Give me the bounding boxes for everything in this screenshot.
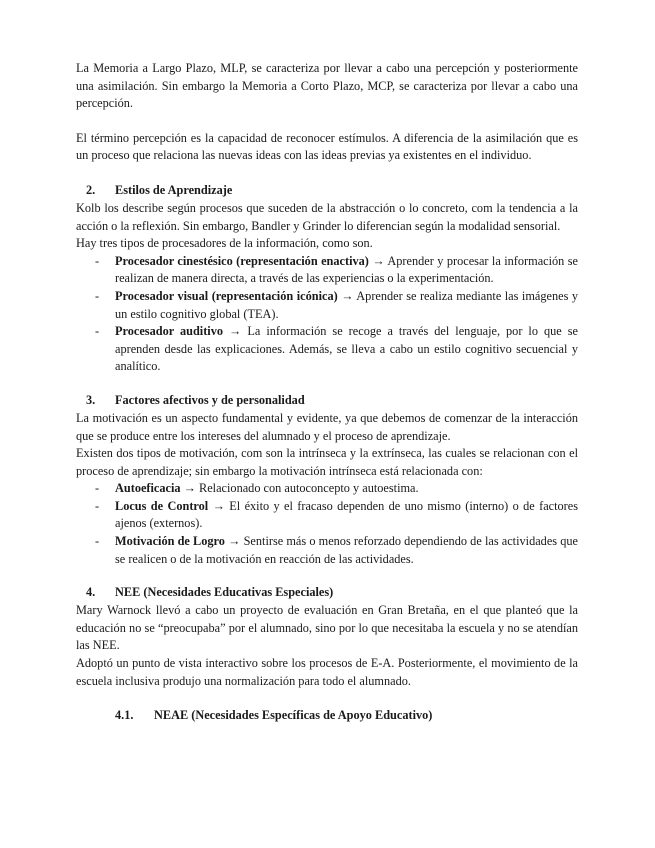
list-item: - Procesador visual (representación icónica) → Aprender se realiza mediante las imágenes y un estilo cognitivo global (TEA). [95,288,578,321]
intro-paragraph-2: El término percepción es la capacidad de reconocer estímulos. A diferencia de la asimilación que es un proceso que relaciona las nuevas ideas con las ideas previas ya existentes en el individuo. [76,130,578,163]
list-item-term: Motivación de Logro [115,534,225,549]
section-4-paragraph-2: Adoptó un punto de vista interactivo sobre los procesos de E-A. Posteriormente, el movimiento de la escuela inclusiva produjo una normalización para todo el alumnado. [76,656,578,688]
section-4-1-heading [76,707,578,725]
section-4-number: 4. [86,585,96,600]
list-item-term: Procesador auditivo [115,324,224,339]
arrow-icon: → [212,498,230,513]
section-3-title: Factores afectivos y de personalidad [115,392,305,407]
section-2-heading [76,182,578,200]
section-2-number: 2. [86,182,96,197]
list-item-text: Aprender y procesar la información se realizan de manera directa, a través de las experiencias o la experimentación. [115,253,579,286]
section-2-paragraph-2: Hay tres tipos de procesadores de la información, como son. [76,236,373,251]
list-item-text: Aprender se realiza mediante las imágenes y un estilo cognitivo global (TEA). [115,288,578,321]
section-4-heading [76,584,578,602]
list-item-text: Relacionado con autoconcepto y autoestima. [199,481,419,496]
arrow-icon: → [341,288,357,303]
list-item: - Locus de Control → El éxito y el fracaso dependen de uno mismo (interno) o de factores ajenos (externos). [95,498,579,531]
arrow-icon: → [229,324,248,339]
list-item-term: Autoeficacia [115,481,181,496]
section-3-heading [76,392,578,410]
arrow-icon: → [183,481,200,496]
section-4-title: NEE (Necesidades Educativas Especiales) [115,585,334,600]
list-item-term: Locus de Control [115,498,209,513]
list-item: - Procesador cinestésico (representación enactiva) → Aprender y procesar la información se realizan de manera directa, a través de las experiencias o la experimentación. [95,253,579,286]
list-item: - Procesador auditivo → La información se recoge a través del lenguaje, por lo que se aprenden desde las explicaciones. Además, se lleva a cabo un estilo cognitivo secuencial y analítico. [95,324,579,374]
section-4-paragraph-1: Mary Warnock llevó a cabo un proyecto de evaluación en Gran Bretaña, en el que planteó que la educación no se “preocupaba” por el alumnado, sino por lo que necesitaba la escuela y no se atendían las NEE. [76,603,578,653]
section-2-list [76,253,578,376]
section-2-title: Estilos de Aprendizaje [115,182,233,197]
section-4-1-title: NEAE (Necesidades Específicas de Apoyo Educativo) [154,708,433,723]
intro-paragraph-1: La Memoria a Largo Plazo, MLP, se caracteriza por llevar a cabo una percepción y posteriormente una asimilación. Sin embargo la Memoria a Corto Plazo, MCP, se caracteriza por llevar a cabo una percepción. [76,61,578,111]
section-3-number: 3. [86,392,96,407]
document-page [76,60,578,725]
list-item-text: Sentirse más o menos reforzado dependiendo de las actividades que se realicen o de la motivación en reacción de las actividades. [115,534,578,566]
section-2-paragraph-1: Kolb los describe según procesos que suceden de la abstracción o lo concreto, com la tendencia a la acción o la reflexión. Sin embargo, Bandler y Grinder lo diferencian según la modalidad sensorial. [76,200,578,233]
list-item-text: El éxito y el fracaso dependen de uno mismo (interno) o de factores ajenos (externos). [115,498,579,531]
list-item: - Autoeficacia → Relacionado con autoconcepto y autoestima. [95,481,419,496]
list-item-text: La información se recoge a través del lenguaje, por lo que se aprenden desde las explicaciones. Además, se lleva a cabo un estilo cognitivo secuencial y analítico. [115,324,579,374]
section-3-paragraph-2: Existen dos tipos de motivación, com son la intrínseca y la extrínseca, las cuales se relacionan con el proceso de aprendizaje; sin embargo la motivación intrínseca está relacionada con: [76,446,578,478]
arrow-icon: → [228,534,244,549]
section-4-1-number: 4.1. [115,708,134,723]
section-3-paragraph-1: La motivación es un aspecto fundamental y evidente, ya que debemos de comenzar de la interacción que se produce entre los intereses del alumnado y el proceso de aprendizaje. [76,410,578,443]
list-item-term: Procesador cinestésico (representación enactiva) [115,253,369,268]
list-item: - Motivación de Logro → Sentirse más o menos reforzado dependiendo de las actividades que se realicen o de la motivación en reacción de las actividades. [95,534,578,566]
section-3-list [76,480,578,568]
arrow-icon: → [372,253,388,268]
list-item-term: Procesador visual (representación icónica) [115,288,338,303]
